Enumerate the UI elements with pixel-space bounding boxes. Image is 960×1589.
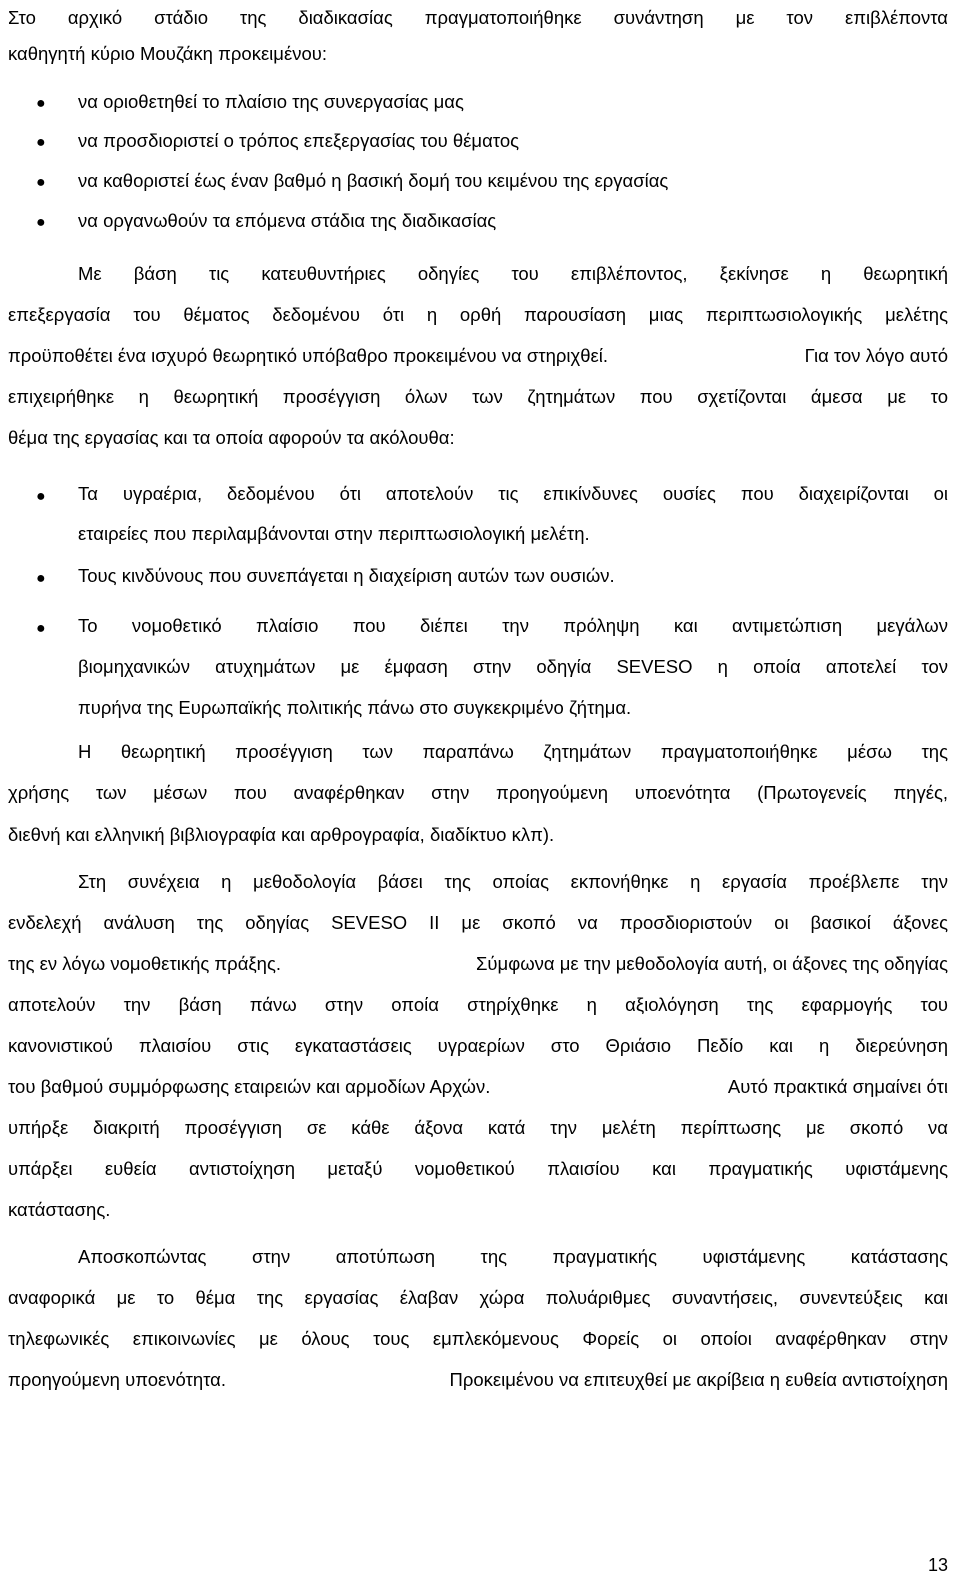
- list-item: να προσδιοριστεί ο τρόπος επεξεργασίας του θέματος: [78, 130, 520, 151]
- text-line: επιχειρήθηκε η θεωρητική προσέγγιση όλων των ζητημάτων που σχετίζονται άμεσα με το: [8, 386, 948, 407]
- text-line: Με βάση τις κατευθυντήριες οδηγίες του επιβλέποντος, ξεκίνησε η θεωρητική: [78, 263, 948, 284]
- list-item-continuation: βιομηχανικών ατυχημάτων με έμφαση στην οδηγία SEVESO η οποία αποτελεί τον: [78, 656, 948, 677]
- bullet-icon: ●: [36, 488, 46, 505]
- text-line: [8, 1368, 948, 1392]
- text-line: ενδελεχή ανάλυση της οδηγίας SEVESO II με σκοπό να προσδιοριστούν οι βασικοί άξονες: [8, 912, 948, 933]
- sentence: του βαθμού συμμόρφωσης εταιρειών και αρμοδίων Αρχών.: [8, 1076, 491, 1097]
- text-line: κανονιστικού πλαισίου στις εγκαταστάσεις υγραερίων στο Θριάσιο Πεδίο και η διερεύνηση: [8, 1035, 948, 1056]
- list-item: Τα υγραέρια, δεδομένου ότι αποτελούν τις επικίνδυνες ουσίες που διαχειρίζονται οι: [78, 483, 948, 504]
- sentence: Αυτό πρακτικά σημαίνει ότι: [727, 1076, 948, 1097]
- sentence: προϋποθέτει ένα ισχυρό θεωρητικό υπόβαθρο προκειμένου να στηριχθεί.: [8, 345, 608, 366]
- sentence: Για τον λόγο αυτό: [804, 345, 948, 366]
- text-line: Αποσκοπώντας στην αποτύπωση της πραγματικής υφιστάμενης κατάστασης: [78, 1246, 948, 1267]
- text-line: θέμα της εργασίας και τα οποία αφορούν τα ακόλουθα:: [8, 427, 455, 448]
- text-line: υπήρξε διακριτή προσέγγιση σε κάθε άξονα κατά την μελέτη περίπτωσης με σκοπό να: [8, 1117, 948, 1138]
- bullet-icon: ●: [36, 214, 46, 231]
- text-line: επεξεργασία του θέματος δεδομένου ότι η ορθή παρουσίαση μιας περιπτωσιολογικής μελέτης: [8, 304, 948, 325]
- bullet-icon: ●: [36, 620, 46, 637]
- list-item: να καθοριστεί έως έναν βαθμό η βασική δομή του κειμένου της εργασίας: [78, 170, 669, 191]
- text-line: αναφορικά με το θέμα της εργασίας έλαβαν χώρα πολυάριθμες συναντήσεις, συνεντεύξεις και: [8, 1287, 948, 1308]
- text-line: διεθνή και ελληνική βιβλιογραφία και αρθρογραφία, διαδίκτυο κλπ).: [8, 824, 555, 845]
- text-line: Στο αρχικό στάδιο της διαδικασίας πραγματοποιήθηκε συνάντηση με τον επιβλέποντα: [8, 7, 948, 28]
- list-item: να οργανωθούν τα επόμενα στάδια της διαδικασίας: [78, 210, 497, 231]
- text-line: Στη συνέχεια η μεθοδολογία βάσει της οποίας εκπονήθηκε η εργασία προέβλεπε την: [78, 871, 948, 892]
- text-line: καθηγητή κύριο Μουζάκη προκειμένου:: [8, 43, 327, 64]
- text-line: Η θεωρητική προσέγγιση των παραπάνω ζητημάτων πραγματοποιήθηκε μέσω της: [78, 741, 948, 762]
- list-item: να οριοθετηθεί το πλαίσιο της συνεργασίας μας: [78, 91, 464, 112]
- list-item: Το νομοθετικό πλαίσιο που διέπει την πρόληψη και αντιμετώπιση μεγάλων: [78, 615, 948, 636]
- bullet-icon: ●: [36, 134, 46, 151]
- sentence: Προκειμένου να επιτευχθεί με ακρίβεια η ευθεία αντιστοίχηση: [449, 1369, 948, 1390]
- sentence: της εν λόγω νομοθετικής πράξης.: [8, 953, 282, 974]
- list-item-continuation: πυρήνα της Ευρωπαϊκής πολιτικής πάνω στο συγκεκριμένο ζήτημα.: [78, 697, 632, 718]
- text-line: χρήσης των μέσων που αναφέρθηκαν στην προηγούμενη υποενότητα (Πρωτογενείς πηγές,: [8, 782, 948, 803]
- bullet-icon: ●: [36, 95, 46, 112]
- text-line: τηλεφωνικές επικοινωνίες με όλους τους εμπλεκόμενους Φορείς οι οποίοι αναφέρθηκαν στην: [8, 1328, 948, 1349]
- sentence: Σύμφωνα με την μεθοδολογία αυτή, οι άξονες της οδηγίας: [476, 953, 948, 974]
- page-number: 13: [927, 1555, 948, 1575]
- bullet-icon: ●: [36, 570, 46, 587]
- list-item: Τους κινδύνους που συνεπάγεται η διαχείριση αυτών των ουσιών.: [78, 565, 615, 586]
- text-line: υπάρξει ευθεία αντιστοίχηση μεταξύ νομοθετικού πλαισίου και πραγματικής υφιστάμενης: [8, 1158, 948, 1179]
- text-line: κατάστασης.: [8, 1199, 111, 1220]
- list-item-continuation: εταιρείες που περιλαμβάνονται στην περιπτωσιολογική μελέτη.: [78, 523, 590, 544]
- text-line: [8, 1075, 948, 1099]
- sentence: προηγούμενη υποενότητα.: [8, 1369, 227, 1390]
- bullet-icon: ●: [36, 174, 46, 191]
- text-line: αποτελούν την βάση πάνω στην οποία στηρίχθηκε η αξιολόγηση της εφαρμογής του: [8, 994, 948, 1015]
- text-line: [8, 952, 948, 976]
- text-line: [8, 344, 948, 368]
